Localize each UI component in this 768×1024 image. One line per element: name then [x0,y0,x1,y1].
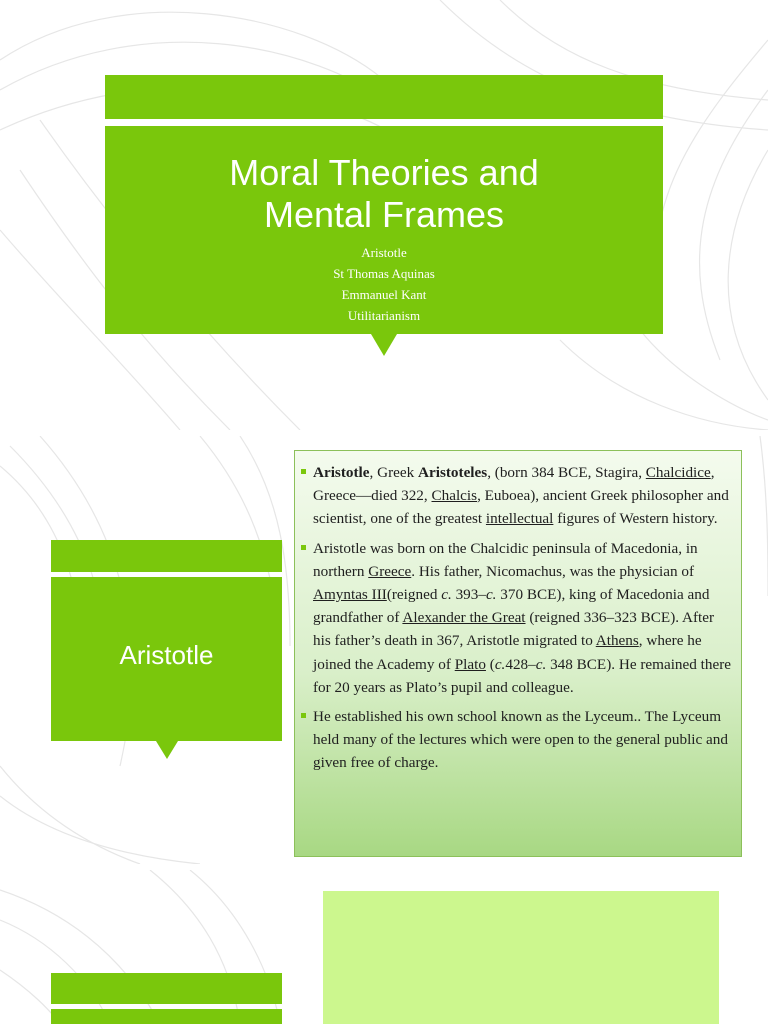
aristotle-title-box [51,577,282,741]
deck-title-line-2: Mental Frames [263,194,505,235]
link-alexander-the-great[interactable]: Alexander the Great [402,609,526,627]
subtitle-list [105,242,663,326]
text: , where he joined the Academy of [313,632,702,673]
text: , Greek [369,464,419,481]
slide-title [0,0,768,430]
link-chalcidice[interactable]: Chalcidice [645,464,711,481]
text: 428– [505,655,536,673]
bullet-square-icon [301,545,306,550]
text: ( [485,655,495,673]
link-greece[interactable]: Greece [368,562,412,580]
text: Aristotle was born on the Chalcidic peninsula of Macedonia, in northern [313,539,698,580]
content-box [323,891,719,1024]
bullet-1 [313,461,733,531]
aristotle-title: Aristotle [119,640,214,670]
circa: c. [441,586,452,604]
text: , Euboea), ancient Greek philosopher and scientist, one of the greatest [313,487,729,528]
text: . His father, Nicomachus, was the physician of [411,562,695,580]
text: 393– [451,586,486,604]
aristotle-content-box [294,450,742,857]
bullet-3 [313,705,733,775]
text: , (born 384 BCE, Stagira, [487,464,646,481]
circa: c. [535,655,547,673]
title-top-bar [105,75,663,119]
slide-next [0,870,768,1024]
text: (reigned 336–323 BCE). After his father’s death in 367, Aristotle migrated to [313,609,715,650]
link-intellectual[interactable]: intellectual [485,510,554,528]
text: figures of Western history. [553,510,718,528]
slide-aristotle [0,436,768,864]
bullet-square-icon [301,469,306,474]
title-pointer [371,334,397,356]
text: He established his own school known as the Lyceum.. The Lyceum held many of the lectures which were open to the general public and given free of charge. [313,708,728,772]
link-chalcis[interactable]: Chalcis [431,487,478,505]
link-athens[interactable]: Athens [595,632,639,650]
subtitle-aristotle: Aristotle [361,245,407,260]
next-title-box [51,1009,282,1024]
bold-name: Aristotle [313,464,370,481]
text: 370 BCE), king of Macedonia and grandfather of [313,586,710,627]
circa: c. [485,586,497,604]
next-top-bar [51,973,282,1004]
aristotle-pointer [156,741,178,759]
bold-greek-name: Aristoteles [418,464,488,481]
subtitle-kant: Emmanuel Kant [341,287,427,302]
bullet-2 [313,537,733,699]
subtitle-aquinas: St Thomas Aquinas [333,266,435,281]
circa: c. [494,655,506,673]
title-box [105,126,663,334]
text: , Greece—died 322, [313,464,715,505]
text: (reigned [386,586,442,604]
subtitle-utilitarianism: Utilitarianism [347,308,421,323]
deck-title-line-1: Moral Theories and [229,152,539,193]
link-plato[interactable]: Plato [454,655,486,673]
text: 348 BCE). He remained there for 20 years as Plato’s pupil and colleague. [313,655,732,696]
bullet-square-icon [301,713,306,718]
aristotle-top-bar [51,540,282,572]
link-amyntas-iii[interactable]: Amyntas III [313,586,387,604]
deck-title [105,152,663,236]
